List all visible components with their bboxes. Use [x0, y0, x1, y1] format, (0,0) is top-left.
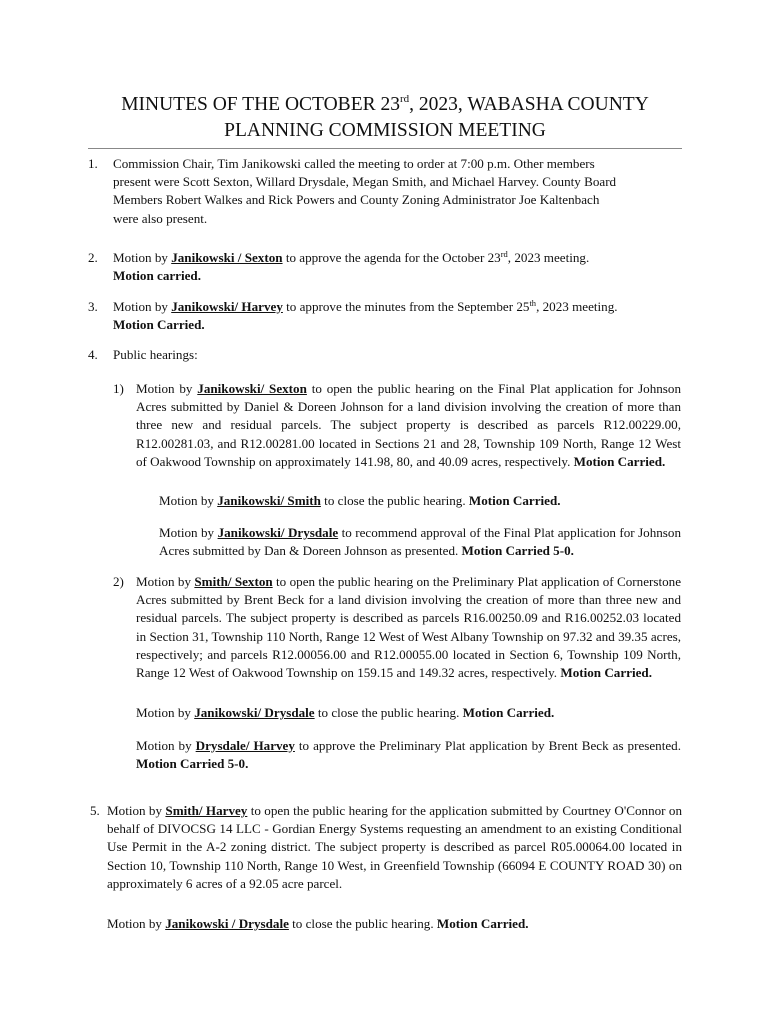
motion-movers: Janikowski/ Drysdale — [194, 705, 315, 720]
hearing-1-approval-motion: Motion by Janikowski/ Drysdale to recommend approval of the Final Plat application for Johnson Acres submitted by Dan & Doreen Johnson as presented. Motion Carried 5-0. — [159, 525, 682, 559]
motion-movers: Smith/ Harvey — [165, 803, 248, 818]
motion-result: Motion Carried. — [462, 705, 555, 720]
motion-result: Motion Carried 5-0. — [461, 543, 574, 559]
hearing-1-johnson-acres: Motion by Janikowski/ Sexton to open the public hearing on the Final Plat application for Johnson Acres submitted by Daniel & Doreen Johnson for a land division involving the creation of more than three new and residual parcels. The subject property is described as parcels R12.00229.00, R12.00281.03, and R12.00281.00 located in Sections 21 and 28, Township 109 North, Range 12 West of Oakwood Township on approximately 141.98, 80, and 40.09 acres, respectively. Motion Carried. — [136, 381, 682, 469]
item-number: 5. — [90, 803, 100, 818]
item-4-public-hearings: Public hearings: — [113, 347, 198, 362]
motion-movers: Janikowski/ Sexton — [197, 381, 307, 396]
motion-result: Motion Carried. — [113, 317, 205, 333]
motion-movers: Janikowski/ Smith — [217, 493, 321, 508]
item-1-call-to-order: Commission Chair, Tim Janikowski called the meeting to order at 7:00 p.m. Other members present were Scott Sexton, Willard Drysdale, Megan Smith, and Michael Harvey. County Board Members Robert Walkes and Rick Powers and County Zoning Administrator Joe Kaltenbach were also present. — [113, 156, 617, 226]
title-line1: MINUTES OF THE OCTOBER 23rd, 2023, WABASHA COUNTY — [121, 93, 649, 115]
motion-result: Motion Carried. — [560, 665, 652, 681]
item-5-close-motion: Motion by Janikowski / Drysdale to close the public hearing. Motion Carried. — [107, 916, 529, 931]
item-number: 4. — [88, 347, 98, 362]
hearing-2-approval-motion: Motion by Drysdale/ Harvey to approve the Preliminary Plat application by Brent Beck as presented. Motion Carried 5-0. — [136, 738, 681, 772]
motion-movers: Janikowski / Drysdale — [165, 916, 289, 931]
motion-movers: Janikowski/ Harvey — [171, 299, 283, 314]
item-number: 1. — [88, 156, 98, 171]
motion-result: Motion Carried. — [573, 453, 666, 469]
motion-movers: Janikowski/ Drysdale — [217, 525, 339, 540]
motion-result: Motion carried. — [113, 268, 201, 284]
title-divider — [88, 148, 682, 149]
hearing-1-close-motion: Motion by Janikowski/ Smith to close the public hearing. Motion Carried. — [159, 493, 561, 508]
hearing-2-close-motion: Motion by Janikowski/ Drysdale to close the public hearing. Motion Carried. — [136, 705, 555, 720]
item-number: 3. — [88, 299, 98, 314]
hearing-2-cornerstone-acres: Motion by Smith/ Sexton to open the public hearing on the Preliminary Plat application of Cornerstone Acres submitted by Brent Beck for a land division involving the creation of more than three new and residual parcels. The subject property is described as parcels R16.00250.09 and R16.00252.03 located in Section 31, Township 110 North, Range 12 West of West Albany Township on 97.32 and 39.35 acres, respectively; and parcels R12.00056.00 and R12.00055.00 located in Section 6, Township 109 North, Range 12 West of Oakwood Township on 159.15 and 149.32 acres, respectively. Motion Carried. — [136, 574, 681, 681]
item-number: 2. — [88, 250, 98, 265]
hearing-number: 1) — [113, 381, 124, 396]
motion-result: Motion Carried 5-0. — [136, 756, 249, 772]
motion-result: Motion Carried. — [436, 916, 529, 931]
item-2-agenda-motion: Motion by Janikowski / Sexton to approve the agenda for the October 23rd, 2023 meeting. Motion carried. — [113, 249, 590, 284]
title-line2: PLANNING COMMISSION MEETING — [224, 120, 546, 141]
motion-movers: Drysdale/ Harvey — [195, 738, 295, 753]
item-3-minutes-motion: Motion by Janikowski/ Harvey to approve the minutes from the September 25th, 2023 meeting. Motion Carried. — [113, 298, 618, 333]
motion-movers: Smith/ Sexton — [194, 574, 273, 589]
hearing-number: 2) — [113, 574, 124, 589]
item-5-gordian-energy-cup: Motion by Smith/ Harvey to open the public hearing for the application submitted by Courtney O'Connor on behalf of DIVOCSG 14 LLC - Gordian Energy Systems requesting an amendment to an existing Conditional Use Permit in the A-2 zoning district. The subject property is described as parcel R05.00064.00 located in Section 10, Township 110 North, Range 10 West, in Greenfield Township (66094 E COUNTY ROAD 30) on approximately 6 acres of a 92.05 acre parcel. — [107, 803, 682, 891]
motion-result: Motion Carried. — [468, 493, 561, 508]
motion-movers: Janikowski / Sexton — [171, 250, 283, 265]
document-title — [80, 92, 690, 144]
